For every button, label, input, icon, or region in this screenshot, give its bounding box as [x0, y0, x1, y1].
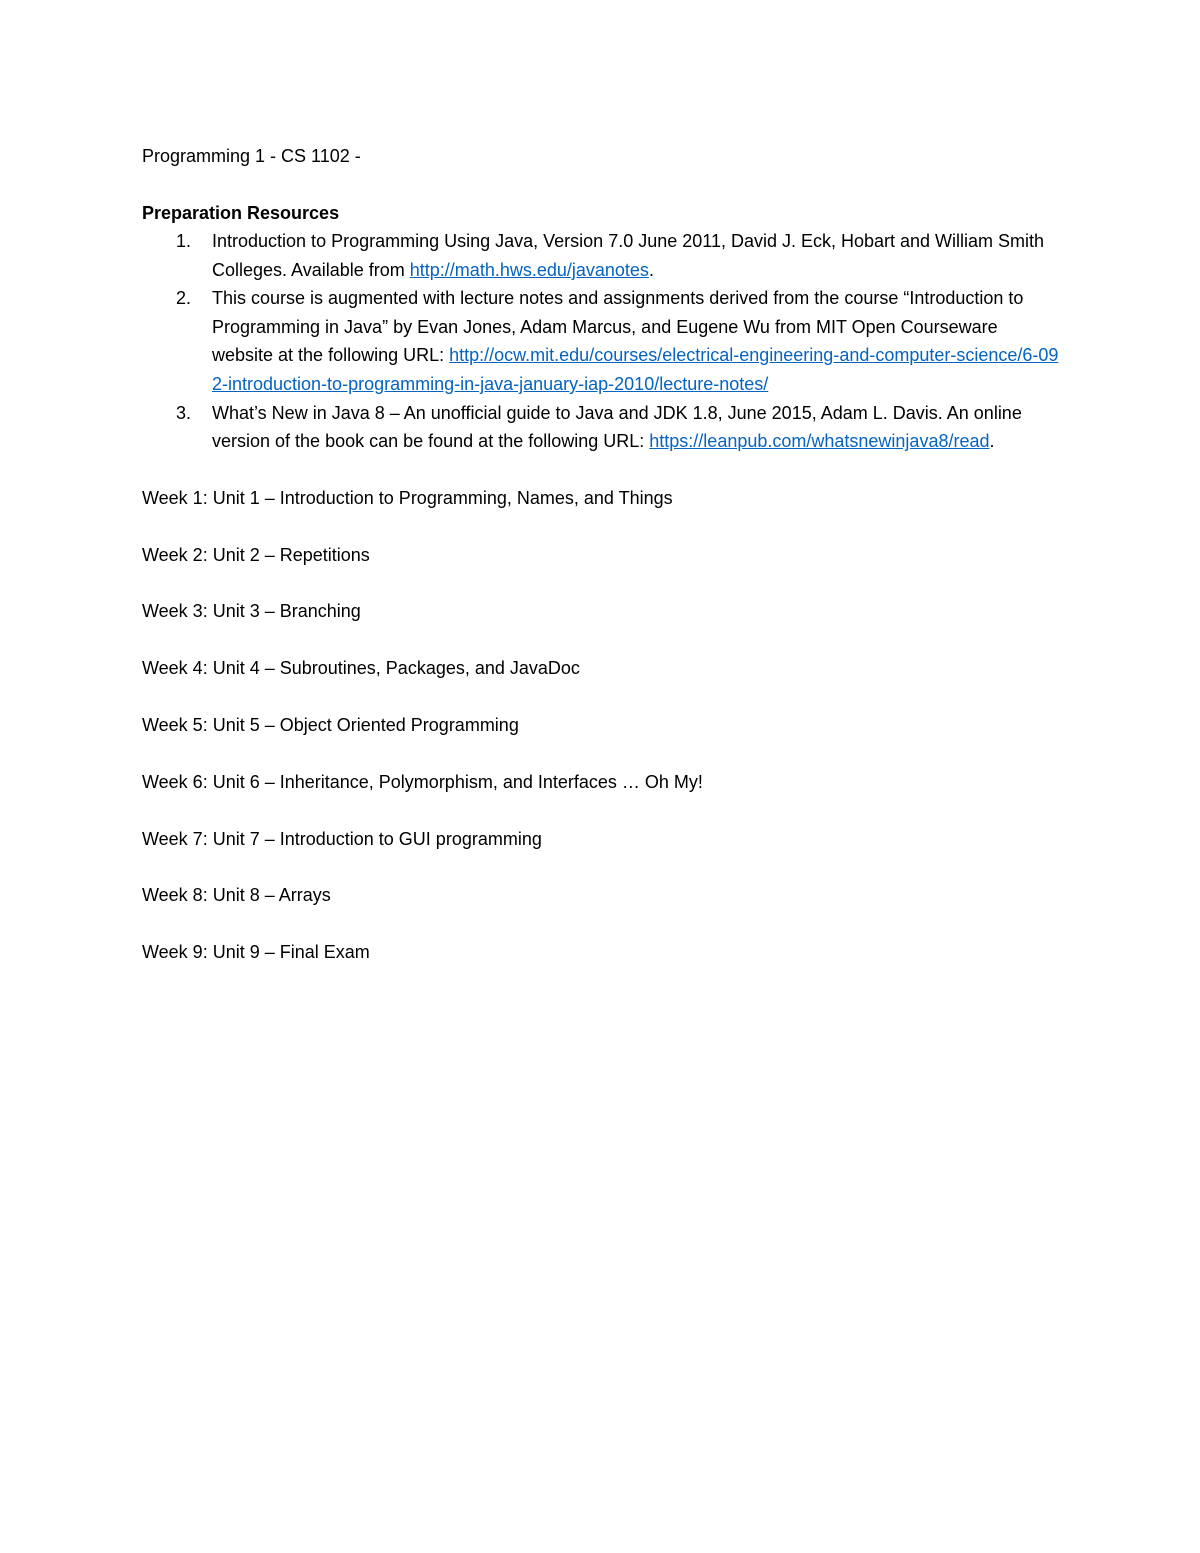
- resource-text: Introduction to Programming Using Java, Version 7.0 June 2011, David J. Eck, Hobart and William Smith Colleges. Available from: [212, 231, 1045, 280]
- resource-text-end: .: [989, 431, 995, 452]
- list-number: 3.: [176, 402, 192, 423]
- weekly-schedule: [142, 484, 1062, 966]
- resource-text: What’s New in Java 8 – An unofficial guide to Java and JDK 1.8, June 2015, Adam L. Davis. An online version of the book can be found at the following URL:: [212, 402, 1022, 452]
- course-title: Programming 1 - CS 1102 -: [142, 146, 361, 166]
- week-item-2: Week 2: Unit 2 – Repetitions: [142, 544, 370, 565]
- week-item-9: Week 9: Unit 9 – Final Exam: [142, 942, 370, 963]
- resource-link-javanotes[interactable]: http://math.hws.edu/javanotes: [409, 259, 649, 280]
- resource-link-leanpub[interactable]: https://leanpub.com/whatsnewinjava8/read: [649, 431, 990, 452]
- week-item-6: Week 6: Unit 6 – Inheritance, Polymorphism, and Interfaces … Oh My!: [142, 771, 703, 792]
- resource-item-1: [142, 227, 1062, 284]
- resource-item-3: [142, 399, 1062, 456]
- week-item-5: Week 5: Unit 5 – Object Oriented Programming: [142, 714, 519, 735]
- resource-link-ocw[interactable]: http://ocw.mit.edu/courses/electrical-engineering-and-computer-science/6-092-introduction-to-programming-in-java-january-iap-2010/lecture-notes/: [212, 345, 1059, 394]
- list-number: 2.: [176, 288, 192, 309]
- resource-item-2: [142, 284, 1062, 398]
- resources-list: [142, 227, 1062, 456]
- week-item-7: Week 7: Unit 7 – Introduction to GUI programming: [142, 828, 542, 849]
- week-item-1: Week 1: Unit 1 – Introduction to Programming, Names, and Things: [142, 487, 673, 508]
- resource-text-end: .: [648, 259, 654, 280]
- week-item-4: Week 4: Unit 4 – Subroutines, Packages, and JavaDoc: [142, 658, 580, 679]
- document-body: [142, 142, 1062, 995]
- resource-text: This course is augmented with lecture notes and assignments derived from the course “Introduction to Programming in Java” by Evan Jones, Adam Marcus, and Eugene Wu from MIT Open Courseware website at the following URL:: [212, 288, 1024, 366]
- list-number: 1.: [176, 231, 192, 251]
- week-item-3: Week 3: Unit 3 – Branching: [142, 601, 361, 622]
- section-heading-preparation-resources: Preparation Resources: [142, 203, 340, 223]
- week-item-8: Week 8: Unit 8 – Arrays: [142, 885, 331, 906]
